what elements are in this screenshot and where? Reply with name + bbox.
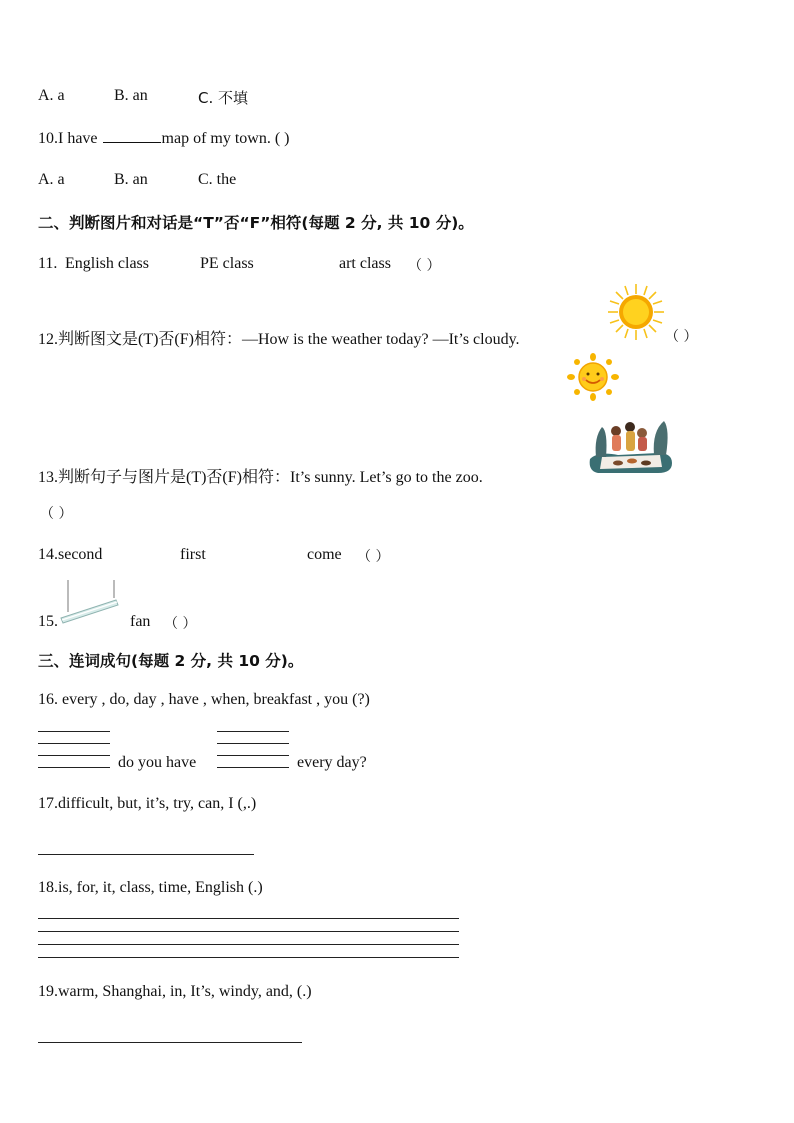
q16-answer-line[interactable] xyxy=(217,755,289,756)
q13-question: 13.判断句子与图片是(T)否(F)相符：It’s sunny. Let’s go to the zoo. xyxy=(38,469,483,486)
q19-question: 19.warm, Shanghai, in, It’s, windy, and, (.) xyxy=(38,983,312,1000)
q10-blank[interactable] xyxy=(103,141,161,143)
q10-option-a: A. a xyxy=(38,171,65,188)
q9-option-c: C. 不填 xyxy=(198,89,249,107)
q11-word-art-class: art class xyxy=(339,255,391,272)
q14-answer-paren[interactable]: （ ） xyxy=(357,549,390,565)
q9-option-b: B. an xyxy=(114,87,148,104)
cartoon-sun-image xyxy=(567,353,619,401)
q11-answer-paren[interactable]: （ ） xyxy=(408,258,441,274)
q14-word-first: first xyxy=(180,546,206,563)
q10-option-b: B. an xyxy=(114,171,148,188)
q16-answer-line[interactable] xyxy=(217,731,289,732)
q10-suffix: map of my town. ( ) xyxy=(161,130,290,147)
q18-question: 18.is, for, it, class, time, English (.) xyxy=(38,879,263,896)
q19-answer-line[interactable] xyxy=(38,1042,302,1043)
q16-fixed-text-1: do you have xyxy=(118,754,197,771)
q12-question: 12.判断图文是(T)否(F)相符：—How is the weather today? —It’s cloudy. xyxy=(38,331,520,348)
q10-option-c: C. the xyxy=(198,171,237,188)
q16-answer-line[interactable] xyxy=(38,731,110,732)
q14-word-second: 14.second xyxy=(38,546,103,563)
q12-answer-paren[interactable]: （ ） xyxy=(665,329,698,345)
q11-word-english-class: English class xyxy=(65,255,149,272)
q17-answer-line[interactable] xyxy=(38,854,254,855)
q11-word-pe-class: PE class xyxy=(200,255,254,272)
q16-answer-line[interactable] xyxy=(217,743,289,744)
q14-word-come: come xyxy=(307,546,342,563)
q16-answer-line[interactable] xyxy=(38,755,110,756)
section3-title: 三、连词成句(每题 2 分, 共 10 分)。 xyxy=(38,652,304,670)
q10-question xyxy=(38,130,290,148)
q10-prefix: 10.I have xyxy=(38,130,98,147)
q15-answer-paren[interactable]: （ ） xyxy=(164,616,197,632)
q18-answer-line[interactable] xyxy=(38,918,459,919)
sun-glow-image xyxy=(607,283,665,341)
q18-answer-line[interactable] xyxy=(38,957,459,958)
q18-answer-line[interactable] xyxy=(38,944,459,945)
q17-question: 17.difficult, but, it’s, try, can, I (,.) xyxy=(38,795,257,812)
q15-number: 15. xyxy=(38,613,58,630)
q16-question: 16. every , do, day , have , when, breakfast , you (?) xyxy=(38,691,370,708)
picnic-image xyxy=(588,417,674,475)
section2-title: 二、判断图片和对话是“T”否“F”相符(每题 2 分, 共 10 分)。 xyxy=(38,214,474,232)
fluorescent-lamp-image xyxy=(58,578,120,626)
q15-word-fan: fan xyxy=(130,613,151,630)
q11-number: 11. xyxy=(38,255,58,272)
q16-fixed-text-2: every day? xyxy=(297,754,367,771)
q16-answer-line[interactable] xyxy=(38,767,110,768)
q13-answer-paren[interactable]: （ ） xyxy=(40,506,73,522)
q9-option-a: A. a xyxy=(38,87,65,104)
q16-answer-line[interactable] xyxy=(38,743,110,744)
q18-answer-line[interactable] xyxy=(38,931,459,932)
q16-answer-line[interactable] xyxy=(217,767,289,768)
